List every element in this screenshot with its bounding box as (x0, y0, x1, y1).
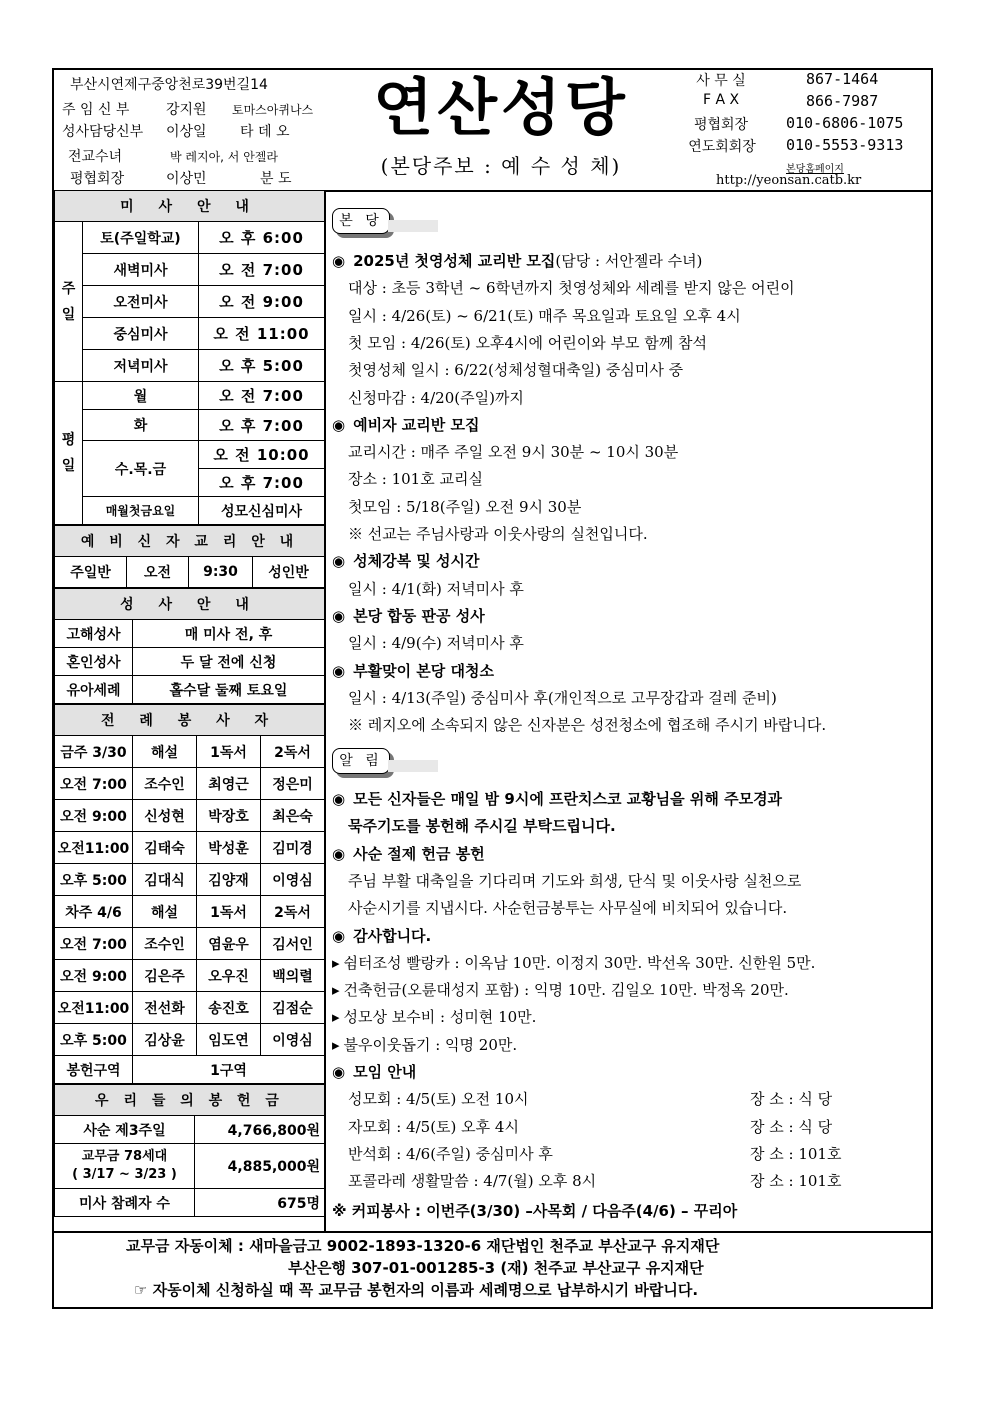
bullet-icon: ◉ (332, 606, 346, 625)
donation-line: ▸ 불우이웃돕기 : 익명 20만. (332, 1035, 518, 1054)
ministers-table: 전 례 봉 사 자 금주 3/30 해설 1독서 2독서 오전 7:00 조수인 최영근 정은미 오전 9:00 신성현 박장호 최은숙 오전11:00 김태숙 박성훈 김미경 오후 5:00 김대식 김양재 이영심 차주 4/6 해설 1독서 2독서 오전 7:00 조수인 염윤우 김서인 오전 9:00 김은주 오우진 백의렬 오전11:00 전선화 송진호 김점순 오후 5:00 김상윤 임도연 이영심 봉헌구역 1구역 (54, 704, 325, 1084)
notice-line: 장소 : 101호 교리실 (348, 470, 483, 489)
notice-line: 첫영성체 일시 : 6/22(성체성혈대축일) 중심미사 중 (348, 361, 684, 380)
contact-row: 사 무 실 867-1464 (696, 70, 879, 89)
notice-heading: ◉ 2025년 첫영성체 교리반 모집(담당 : 서안젤라 수녀) (332, 252, 703, 270)
bullet-icon: ◉ (332, 415, 346, 434)
notice-line: ※ 선교는 주님사랑과 이웃사랑의 실천입니다. (348, 525, 648, 543)
title-block (326, 70, 676, 190)
donation-line: ▸ 성모상 보수비 : 성미현 10만. (332, 1008, 537, 1027)
notice-line: 대상 : 초등 3학년 ~ 6학년까지 첫영성체와 세례를 받지 않은 어린이 (348, 279, 795, 298)
parish-tag: 본 당 (332, 208, 390, 234)
sunday-label: 주 일 (55, 222, 83, 382)
contact-block (676, 70, 931, 190)
sacrament-table: 성 사 안 내 고해성사 매 미사 전, 후 혼인성사 두 달 전에 신청 유아세례 홀수달 둘째 토요일 (54, 588, 325, 704)
bullet-icon: ◉ (332, 1063, 346, 1081)
notice-line: 일시 : 4/9(수) 저녁미사 후 (348, 634, 524, 653)
staff-block: 부산시연제구중앙천로39번길14 주 임 신 부 강지원 토마스아퀴나스 성사담당신부 이상일 타 데 오 전교수녀 박 레지아, 서 안젤라 평협회장 이상민 분 도 (54, 70, 326, 190)
notice-line: 첫모임 : 5/18(주일) 오전 9시 30분 (348, 497, 582, 516)
catechumen-table: 예 비 신 자 교 리 안 내 주일반 오전 9:30 성인반 (54, 525, 325, 588)
mass-table: 미 사 안 내 주 일 토(주일학교) 오 후 6:00 새벽미사 오 전 7:00 오전미사 오 전 9:00 중심미사 오 전 11:00 저녁미사 오 후 5:00 평 일 월 오 전 7:00 화 오 후 7:00 수.목.금 오 전 10:00 오 후 7:00 매월첫금요일 성모신심미사 (54, 190, 325, 525)
notice-heading: ◉ 부활맞이 본당 대청소 (332, 661, 494, 680)
notice-line: 일시 : 4/26(토) ~ 6/21(토) 매주 목요일과 토요일 오후 4시 (348, 306, 741, 325)
notice-line: 첫 모임 : 4/26(토) 오후4시에 어린이와 부모 함께 참석 (348, 333, 707, 352)
notice-heading: ◉ 본당 합동 판공 성사 (332, 606, 485, 625)
notice-heading: ◉ 예비자 교리반 모집 (332, 415, 480, 434)
meeting-row: 성모회 : 4/5(토) 오전 10시 (348, 1090, 529, 1109)
notice-line: 일시 : 4/1(화) 저녁미사 후 (348, 579, 524, 598)
footer-line: 부산은행 307-01-001285-3 (재) 천주교 부산교구 유지재단 (288, 1259, 704, 1277)
notice-heading: ◉ 성체강복 및 성시간 (332, 552, 480, 571)
bullet-icon: ◉ (332, 926, 346, 945)
triangle-icon: ▸ (332, 981, 340, 1000)
bullet-icon: ◉ (332, 790, 346, 808)
donation-line: ▸ 쉼터조성 빨랑카 : 이옥남 10만. 이정지 30만. 박선옥 30만. 신한원 5만. (332, 953, 816, 972)
page-title: 연산성당 (373, 71, 629, 144)
page-subtitle: (본당주보 : 예 수 성 체) (380, 154, 622, 178)
footer (54, 1231, 931, 1311)
alert-tag: 알 림 (332, 748, 390, 774)
bulletin-frame (52, 68, 933, 1309)
alert-heading: ◉ 모든 신자들은 매일 밤 9시에 프란치스코 교황님을 위해 주모경과 (332, 790, 783, 808)
contact-row: 평협회장 010-6806-1075 (693, 114, 904, 133)
meeting-row: 포콜라레 생활말씀 : 4/7(월) 오후 8시 (348, 1172, 597, 1191)
notice-line: 일시 : 4/13(주일) 중심미사 후(개인적으로 고무장갑과 걸레 준비) (348, 688, 777, 707)
meeting-place: 장 소 : 101호 (750, 1144, 842, 1163)
contact-row: 연도회회장 010-5553-9313 (688, 136, 904, 155)
offering-table: 우 리 들 의 봉 헌 금 사순 제3주일 4,766,800원 교무금 78세대 ( 3/17 ~ 3/23 ) 4,885,000원 미사 참례자 수 675명 (54, 1084, 325, 1217)
donation-line: ▸ 건축헌금(오륜대성지 포함) : 익명 10만. 김일오 10만. 박정옥 20만. (332, 981, 789, 1000)
bullet-icon: ◉ (332, 661, 346, 680)
homepage-label: 본당홈페이지 (786, 164, 844, 175)
left-column (54, 190, 326, 1231)
alert-heading: ◉ 감사합니다. (332, 926, 432, 945)
alert-line: 주님 부활 대축일을 기다리며 기도와 희생, 단식 및 이웃사랑 실천으로 (348, 871, 802, 890)
meeting-row: 자모회 : 4/5(토) 오후 4시 (348, 1117, 519, 1136)
homepage-link[interactable]: http://yeonsan.catb.kr (716, 173, 862, 188)
meeting-place: 장 소 : 식 당 (750, 1090, 833, 1109)
footer-line: 교무금 자동이체 : 새마을금고 9002-1893-1320-6 재단법인 천주교 부산교구 유지재단 (126, 1237, 720, 1255)
coffee-service: ※ 커피봉사 : 이번주(3/30) –사목회 / 다음주(4/6) – 꾸리아 (332, 1202, 738, 1220)
meeting-place: 장 소 : 101호 (750, 1172, 842, 1191)
alert-heading-cont: 묵주기도를 봉헌해 주시길 부탁드립니다. (348, 817, 616, 836)
alert-heading: ◉ 모임 안내 (332, 1063, 417, 1081)
bullet-icon: ◉ (332, 844, 346, 863)
notices-column (326, 190, 931, 1231)
triangle-icon: ▸ (332, 1035, 340, 1054)
bullet-icon: ◉ (332, 252, 346, 270)
bullet-icon: ◉ (332, 552, 346, 571)
tag-divider (388, 760, 438, 772)
mass-title: 미 사 안 내 (55, 191, 325, 222)
address: 부산시연제구중앙천로39번길14 (70, 77, 268, 93)
meeting-place: 장 소 : 식 당 (750, 1117, 833, 1136)
triangle-icon: ▸ (332, 953, 340, 972)
meeting-row: 반석회 : 4/6(주일) 중심미사 후 (348, 1144, 553, 1163)
alert-heading: ◉ 사순 절제 헌금 봉헌 (332, 844, 485, 863)
weekday-label: 평 일 (55, 382, 83, 525)
notice-line: ※ 레지오에 소속되지 않은 신자분은 성전청소에 협조해 주시기 바랍니다. (348, 716, 827, 735)
alert-line: 사순시기를 지냅시다. 사순헌금봉투는 사무실에 비치되어 있습니다. (348, 899, 788, 918)
notice-line: 신청마감 : 4/20(주일)까지 (348, 388, 524, 407)
footer-line: ☞ 자동이체 신청하실 때 꼭 교무금 봉헌자의 이름과 세례명으로 납부하시기 바랍니다. (134, 1281, 699, 1299)
tag-divider (388, 220, 438, 232)
triangle-icon: ▸ (332, 1008, 340, 1027)
notice-line: 교리시간 : 매주 주일 오전 9시 30분 ~ 10시 30분 (348, 443, 679, 462)
header (54, 70, 931, 192)
contact-row: F A X 866-7987 (702, 92, 879, 110)
